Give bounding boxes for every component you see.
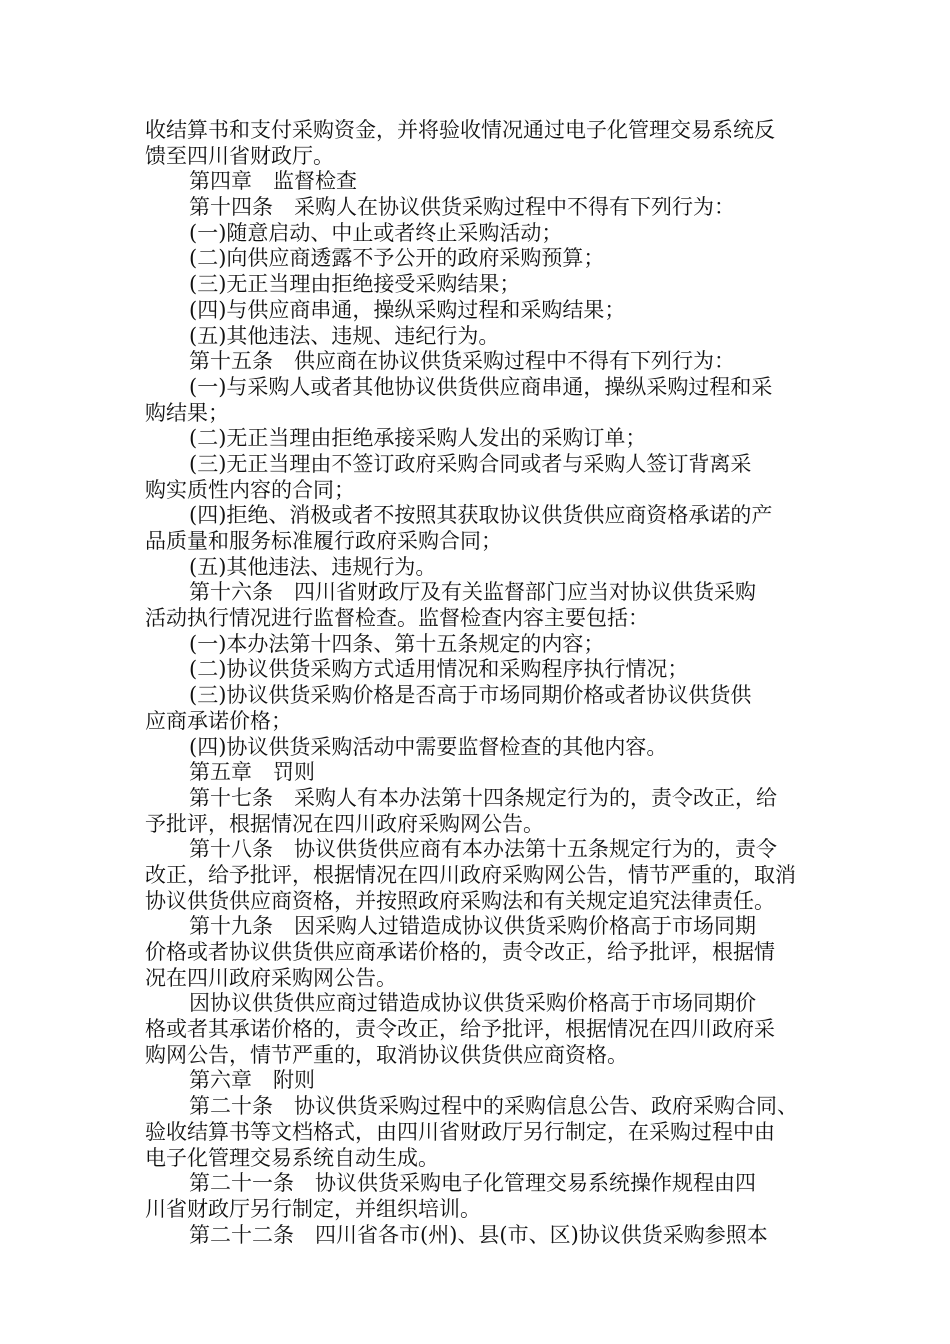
text-line: 第十五条 供应商在协议供货采购过程中不得有下列行为： bbox=[189, 349, 735, 374]
text-line: 电子化管理交易系统自动生成。 bbox=[145, 1145, 439, 1170]
text-line: (四)与供应商串通，操纵采购过程和采购结果； bbox=[189, 297, 626, 322]
text-line: (二)协议供货采购方式适用情况和采购程序执行情况； bbox=[189, 657, 689, 682]
text-line: 第四章 监督检查 bbox=[189, 169, 357, 194]
text-line: 价格或者协议供货供应商承诺价格的，责令改正，给予批评，根据情 bbox=[145, 940, 775, 964]
text-line: 收结算书和支付采购资金，并将验收情况通过电子化管理交易系统反 bbox=[145, 118, 775, 142]
text-line: 第十四条 采购人在协议供货采购过程中不得有下列行为： bbox=[189, 195, 735, 220]
text-line: (三)无正当理由不签订政府采购合同或者与采购人签订背离采 bbox=[189, 451, 752, 476]
text-line: 购结果； bbox=[145, 400, 229, 425]
text-line: 格或者其承诺价格的，责令改正，给予批评，根据情况在四川政府采 bbox=[145, 1017, 775, 1042]
text-line: (二)无正当理由拒绝承接采购人发出的采购订单； bbox=[189, 426, 647, 451]
text-line: (一)本办法第十四条、第十五条规定的内容； bbox=[189, 631, 605, 656]
text-line: 第二十条 协议供货采购过程中的采购信息公告、政府采购合同、 bbox=[189, 1094, 798, 1119]
text-line: 予批评，根据情况在四川政府采购网公告。 bbox=[145, 811, 544, 836]
text-line: (三)无正当理由拒绝接受采购结果； bbox=[189, 272, 521, 297]
text-line: 况在四川政府采购网公告。 bbox=[145, 965, 397, 990]
text-line: 购网公告，情节严重的，取消协议供货供应商资格。 bbox=[145, 1042, 628, 1067]
text-line: 改正，给予批评，根据情况在四川政府采购网公告，情节严重的，取消 bbox=[145, 862, 796, 887]
text-line: 购实质性内容的合同； bbox=[145, 477, 355, 502]
text-line: 应商承诺价格； bbox=[145, 708, 292, 733]
text-line: (三)协议供货采购价格是否高于市场同期价格或者协议供货供 bbox=[189, 683, 752, 708]
text-line: 馈至四川省财政厅。 bbox=[145, 143, 334, 168]
text-line: 第六章 附则 bbox=[189, 1068, 315, 1093]
text-line: (一)随意启动、中止或者终止采购活动； bbox=[189, 220, 563, 245]
document-page bbox=[145, 118, 810, 1248]
text-line: 协议供货供应商资格，并按照政府采购法和有关规定追究法律责任。 bbox=[145, 888, 775, 913]
text-line: 第十七条 采购人有本办法第十四条规定行为的，责令改正，给 bbox=[189, 785, 777, 810]
text-line: 第二十二条 四川省各市(州)、县(市、区)协议供货采购参照本 bbox=[189, 1222, 768, 1247]
document-body bbox=[145, 118, 810, 1248]
text-line: 第十八条 协议供货供应商有本办法第十五条规定行为的，责令 bbox=[189, 837, 777, 862]
text-line: (四)拒绝、消极或者不按照其获取协议供货供应商资格承诺的产 bbox=[189, 503, 773, 528]
text-line: 第五章 罚则 bbox=[189, 760, 315, 785]
text-line: 因协议供货供应商过错造成协议供货采购价格高于市场同期价 bbox=[189, 991, 756, 1016]
text-line: (五)其他违法、违规行为。 bbox=[189, 554, 437, 579]
text-line: 验收结算书等文档格式，由四川省财政厅另行制定，在采购过程中由 bbox=[145, 1119, 775, 1144]
text-line: 活动执行情况进行监督检查。监督检查内容主要包括： bbox=[145, 606, 649, 631]
text-line: 第十六条 四川省财政厅及有关监督部门应当对协议供货采购 bbox=[189, 580, 756, 605]
text-line: 第二十一条 协议供货采购电子化管理交易系统操作规程由四 bbox=[189, 1171, 756, 1196]
text-line: 品质量和服务标准履行政府采购合同； bbox=[145, 529, 502, 553]
text-line: 川省财政厅另行制定，并组织培训。 bbox=[145, 1196, 481, 1221]
text-line: (五)其他违法、违规、违纪行为。 bbox=[189, 323, 500, 348]
text-line: (二)向供应商透露不予公开的政府采购预算； bbox=[189, 246, 605, 271]
text-line: (一)与采购人或者其他协议供货供应商串通，操纵采购过程和采 bbox=[189, 374, 773, 399]
text-line: (四)协议供货采购活动中需要监督检查的其他内容。 bbox=[189, 734, 668, 759]
text-line: 第十九条 因采购人过错造成协议供货采购价格高于市场同期 bbox=[189, 914, 756, 939]
